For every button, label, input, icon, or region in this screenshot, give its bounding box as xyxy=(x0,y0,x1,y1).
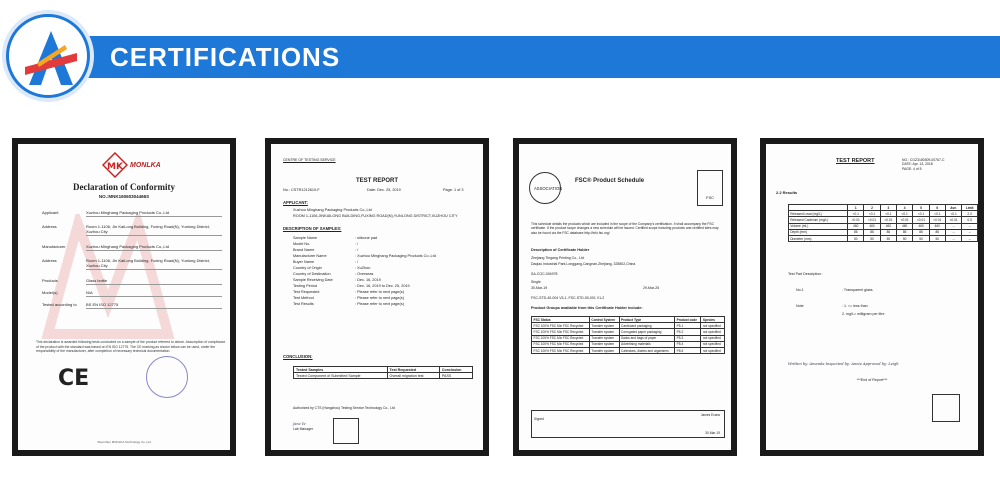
row-value: Room 1-1106, Jin KaiLong Building, Fuxing Road(N), Yunlong District, Xuzhou City xyxy=(86,258,222,270)
sample-key: Model No. xyxy=(293,242,311,246)
sample-key: Manufacturer Name xyxy=(293,254,327,258)
table-cell: Cardboard packaging xyxy=(619,323,675,329)
note-key: Note xyxy=(796,304,804,308)
table-cell: <0.1 xyxy=(897,211,913,217)
sample-value: : Please refer to next page(s) xyxy=(355,296,404,300)
table-cell: 0.5 xyxy=(962,217,978,223)
sample-value: : Overseas xyxy=(355,272,374,276)
table-row xyxy=(532,347,725,353)
groups-heading: Product Groups available from this Certificate Holder include: xyxy=(531,306,643,310)
declaration-note: This declaration is awarded following tests conducted on a sample of the product referred to above. Assumption of compliance of the product with the standard was based on EN ISO 12775. The CE marking as shown below can be used, under the responsibility of the manufacturer, after completion of necessary technical documentation. xyxy=(36,340,226,354)
table-cell: Transfer system xyxy=(589,323,619,329)
authorized-by: Authorized by CTS (Hangzhou) Testing Service Technology Co., Ltd xyxy=(293,406,395,410)
table-cell: Transfer system xyxy=(589,347,619,353)
logo-icon xyxy=(15,23,87,95)
table-cell: <0.1 xyxy=(848,211,864,217)
report-title: TEST REPORT xyxy=(836,158,875,164)
certificate-footer: Shenzhen MONLKA Technology Co.,Ltd xyxy=(97,440,151,444)
row-label: Model(s) xyxy=(42,290,58,295)
table-cell: Transfer system xyxy=(589,329,619,335)
report-page: Page: 1 of 3 xyxy=(443,188,464,192)
sample-value: : Xuzhou Minghang Packaging Products Co.,Ltd xyxy=(355,254,436,258)
table-cell: -- xyxy=(962,223,978,229)
sample-value: : / xyxy=(355,260,359,264)
signer-role: Lab Manager xyxy=(293,426,313,431)
sample-value: : Dec. 16, 2019 xyxy=(355,278,381,282)
sample-value: : Please refer to next page(s) xyxy=(355,302,404,306)
part-heading: Test Part Description : xyxy=(788,272,824,276)
certificate-test-report[interactable] xyxy=(265,138,489,456)
table-cell: 86 xyxy=(880,229,896,235)
lab-name: CENTRE OF TESTING SERVICE xyxy=(283,158,336,162)
end-of-report: ***End of Report*** xyxy=(856,378,888,382)
brand-name: MONLKA xyxy=(130,162,161,169)
signature-box xyxy=(531,410,725,438)
table-cell: FSC 100% FSC Mix FSC Recycled xyxy=(532,347,590,353)
row-label: Manufacturer xyxy=(42,244,66,249)
table-header-cell: Test Requested xyxy=(387,367,439,373)
table-header-cell: Product Type xyxy=(619,317,675,323)
holder-address: Daqiao Industrial Park,Longgang,Cangnan,Zhejiang, 325802,China xyxy=(531,262,636,266)
table-cell: <0.1 xyxy=(864,211,880,217)
signature-line: Written by: Amanda Inspected by: Annie Approved by: Leigh xyxy=(788,362,899,366)
row-label: Applicant xyxy=(42,210,59,215)
table-cell: Depth (mm) xyxy=(789,229,848,235)
table-cell: P5.2 xyxy=(675,329,701,335)
certificate-fsc-schedule[interactable] xyxy=(513,138,737,456)
table-cell: <0.01 xyxy=(913,217,929,223)
certificate-title: Declaration of Conformity xyxy=(73,182,175,192)
table-cell: <0.01 xyxy=(864,217,880,223)
row-value: Xuzhou Minghang Packaging Products Co.,Ltd xyxy=(86,210,222,217)
report-meta: NO.: CGZ3180309-00767-C DATE: Apr. 13, 2018 PAGE: 4 of 5 xyxy=(902,158,945,171)
title-banner xyxy=(60,36,1000,101)
row-label: Address xyxy=(42,258,57,263)
table-cell: not specified xyxy=(701,335,725,341)
sample-value: : Please refer to next page(s) xyxy=(355,290,404,294)
table-cell: 460 xyxy=(913,223,929,229)
results-heading: 2.2 Results xyxy=(776,190,798,195)
table-header-cell: 4 xyxy=(897,205,913,211)
sample-value: : XuZhou xyxy=(355,266,371,270)
part-key: No.1 xyxy=(796,288,804,292)
table-cell: Advertising materials xyxy=(619,341,675,347)
table-cell: Transfer system xyxy=(589,341,619,347)
table-cell: -- xyxy=(962,235,978,241)
table-cell: 50 xyxy=(848,235,864,241)
table-cell: P5.1 xyxy=(675,323,701,329)
table-cell: Released Lead (mg/L) xyxy=(789,211,848,217)
table-cell: -- xyxy=(962,229,978,235)
sample-key: Test Results xyxy=(293,302,314,306)
note-value: 2. mg/L= milligram per litre xyxy=(842,312,885,316)
table-cell: <0.1 xyxy=(945,211,961,217)
table-cell: 50 xyxy=(913,235,929,241)
report-title: TEST REPORT xyxy=(355,178,398,184)
product-groups-table xyxy=(531,316,725,354)
table-cell: not specified xyxy=(701,323,725,329)
table-cell: FSC 100% FSC Mix FSC Recycled xyxy=(532,341,590,347)
results-table xyxy=(788,204,978,242)
table-cell: P8.4 xyxy=(675,341,701,347)
table-cell: Transfer system xyxy=(589,335,619,341)
row-value: Xuzhou Minghang Packaging Products Co.,Ltd xyxy=(86,244,222,251)
play-button[interactable] xyxy=(952,78,982,108)
table-cell: PASS xyxy=(439,373,472,379)
table-header-cell: Tested Samples xyxy=(294,367,388,373)
sample-key: Test Requested xyxy=(293,290,320,294)
table-header-cell: Species xyxy=(701,317,725,323)
certificate-number: NO.:MNK16060304466S xyxy=(98,194,150,199)
table-cell: 86 xyxy=(929,229,945,235)
table-header-cell: FSC Status xyxy=(532,317,590,323)
table-cell: <0.01 xyxy=(945,217,961,223)
table-cell: -- xyxy=(945,229,961,235)
table-header-cell: Conclusion xyxy=(439,367,472,373)
table-cell: -- xyxy=(945,223,961,229)
ce-mark: CE xyxy=(58,366,90,391)
table-cell: 50 xyxy=(864,235,880,241)
badge-text: ASSOCIATION xyxy=(534,186,563,191)
table-cell: 460 xyxy=(848,223,864,229)
sample-key: Sample Receiving Date xyxy=(293,278,333,282)
company-seal xyxy=(146,356,188,398)
table-header-cell: 1 xyxy=(848,205,864,211)
row-label: Address xyxy=(42,224,57,229)
table-header-cell: Limit xyxy=(962,205,978,211)
certificate-glass-test-report[interactable] xyxy=(760,138,984,456)
table-cell: Overall migration test xyxy=(387,373,439,379)
company-logo xyxy=(6,14,90,98)
certificate-page xyxy=(519,144,731,450)
sample-value: : Dec. 16, 2019 to Dec. 25, 2019 xyxy=(355,284,410,288)
table-cell: 460 xyxy=(897,223,913,229)
row-label: Tested according to xyxy=(42,302,77,307)
expiry-date: 29-Mar-25 xyxy=(643,286,660,290)
table-cell: Corrugated paper packaging xyxy=(619,329,675,335)
header xyxy=(0,0,1000,110)
signer-name: Jane Ye xyxy=(293,422,306,427)
certificate-declaration[interactable] xyxy=(12,138,236,456)
table-cell: 86 xyxy=(848,229,864,235)
table-cell: P5.3 xyxy=(675,335,701,341)
lab-seal xyxy=(932,394,960,422)
table-cell: Released Cadmium (mg/L) xyxy=(789,217,848,223)
applicant-address: ROOM 1-1106,JINKAILONG BUILDING,FUXING ROAD(N),YUNLONG DISTRICT,XUZHOU CITY xyxy=(293,214,458,218)
signed-label: Signed xyxy=(534,417,544,421)
table-cell: Tested Component of Submitted Sample xyxy=(294,373,388,379)
table-cell: 86 xyxy=(864,229,880,235)
table-cell: 86 xyxy=(897,229,913,235)
table-header-cell: Ave. xyxy=(945,205,961,211)
sample-value: : / xyxy=(355,242,359,246)
table-cell: Sacks and bags of paper xyxy=(619,335,675,341)
table-cell: 460 xyxy=(929,223,945,229)
row-value: BS EN ISO 12775 xyxy=(86,302,222,309)
table-cell: 50 xyxy=(897,235,913,241)
row-value: Room 1-1106, Jin KaiLong Building, Fuxing Road(N), Yunlong District, Xuzhou City xyxy=(86,224,222,236)
table-cell: not specified xyxy=(701,329,725,335)
schedule-description: This schedule details the products which are included in the scope of the Company's certification. It shall accompany the FSC certificate. If the product scope changes a new schedule will be issued. Certified scope including products and certified sites may also be found via the FSC database http://info.fsc.org/ xyxy=(531,222,719,235)
play-icon: ▷ xyxy=(961,85,973,101)
table-cell: <0.01 xyxy=(880,217,896,223)
table-header-cell: 2 xyxy=(864,205,880,211)
report-number: No.: CSTR1212610-F xyxy=(283,188,320,192)
table-cell: <0.01 xyxy=(929,217,945,223)
table-cell: -- xyxy=(945,235,961,241)
table-cell: P8.6 xyxy=(675,347,701,353)
sign-date: 30-Mar-19 xyxy=(705,431,720,435)
table-header-cell: Product code xyxy=(675,317,701,323)
table-row xyxy=(789,235,978,241)
table-cell: 50 xyxy=(929,235,945,241)
sample-key: Sample Name xyxy=(293,236,318,240)
table-cell: 2.0 xyxy=(962,211,978,217)
certificate-page xyxy=(18,144,230,450)
conclusion-table xyxy=(293,366,473,379)
holder-heading: Description of Certificate Holder xyxy=(531,248,590,252)
table-cell: <0.1 xyxy=(913,211,929,217)
table-row xyxy=(294,373,473,379)
sample-key: Test Method xyxy=(293,296,314,300)
holder-name: Zhejiang Tiegang Printing Co., Ltd xyxy=(531,256,584,260)
applicant-name: Xuzhou Minghang Packaging Products Co.,Ltd xyxy=(293,208,372,212)
table-header-cell: 5 xyxy=(913,205,929,211)
issue-date: 30-Mar-19 xyxy=(531,286,548,290)
sample-key: Buyer Name xyxy=(293,260,315,264)
row-label: Products xyxy=(42,278,58,283)
sample-key: Country of Destination xyxy=(293,272,331,276)
applicant-heading: APPLICANT: xyxy=(283,200,308,205)
svg-text:MK: MK xyxy=(107,162,123,172)
table-cell: 460 xyxy=(864,223,880,229)
sample-key: Country of Origin xyxy=(293,266,322,270)
table-header-cell: 6 xyxy=(929,205,945,211)
table-cell: not specified xyxy=(701,341,725,347)
monlka-logo-icon xyxy=(102,152,128,178)
table-cell: 460 xyxy=(880,223,896,229)
table-cell: FSC 100% FSC Mix FSC Recycled xyxy=(532,335,590,341)
note-value: : 1. <= less than xyxy=(842,304,868,308)
signer-name: James Evans xyxy=(700,413,720,417)
sample-value: : silicone pad xyxy=(355,236,378,240)
table-cell: FSC 100% FSC Mix FSC Recycled xyxy=(532,329,590,335)
association-badge xyxy=(529,172,561,204)
table-cell: <0.1 xyxy=(929,211,945,217)
table-cell: 86 xyxy=(913,229,929,235)
table-cell: Diameter (mm) xyxy=(789,235,848,241)
table-cell: <0.01 xyxy=(848,217,864,223)
table-header-cell: 3 xyxy=(880,205,896,211)
table-cell: <0.1 xyxy=(880,211,896,217)
sample-key: Brand Name xyxy=(293,248,315,252)
part-value: : Transparent glass xyxy=(842,288,873,292)
certificate-type: Single xyxy=(531,280,541,284)
description-heading: DESCRIPTION OF SAMPLES: xyxy=(283,226,342,231)
table-cell: Calendars, diaries and organisers xyxy=(619,347,675,353)
table-cell: <0.01 xyxy=(897,217,913,223)
table-header-cell: Control System xyxy=(589,317,619,323)
page-title: CERTIFICATIONS xyxy=(110,42,341,72)
certificate-page xyxy=(271,144,483,450)
fsc-logo: FSC xyxy=(697,170,723,206)
sample-key: Testing Period xyxy=(293,284,318,288)
table-cell: Volume (mL) xyxy=(789,223,848,229)
schedule-title: FSC® Product Schedule xyxy=(575,178,645,184)
table-cell: 50 xyxy=(880,235,896,241)
table-cell: not specified xyxy=(701,347,725,353)
certificate-code: SA-COC-004978 xyxy=(531,272,558,276)
compliance-standards: FSC-STD-40-004 V3-1, FSC-STD-50-001 V1-2 xyxy=(531,296,605,300)
report-date: Date: Dec. 25, 2019 xyxy=(367,188,401,192)
row-value: N/A xyxy=(86,290,222,297)
conclusion-heading: CONCLUSION: xyxy=(283,354,313,359)
table-cell: FSC 100% FSC Mix FSC Recycled xyxy=(532,323,590,329)
lab-seal xyxy=(333,418,359,444)
certificate-page xyxy=(766,144,978,450)
sample-value: : / xyxy=(355,248,359,252)
row-value: Glass bottle xyxy=(86,278,222,285)
